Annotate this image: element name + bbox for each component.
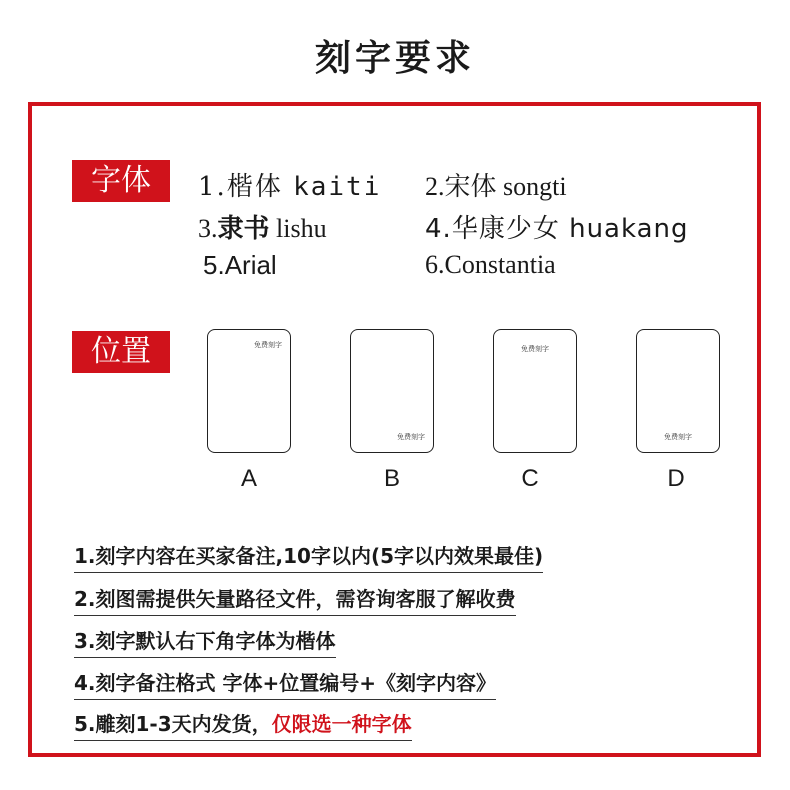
font-number: 3. — [198, 214, 218, 243]
page-title: 刻字要求 — [314, 38, 475, 79]
position-card-a — [207, 329, 291, 453]
engraving-tag: 免费刻字 — [664, 433, 692, 441]
font-number: 4. — [425, 214, 452, 244]
font-option-arial — [203, 250, 277, 281]
font-en-name: Constantia — [444, 250, 556, 279]
font-en-name: Arial — [224, 250, 277, 280]
engraving-tag: 免费刻字 — [397, 433, 425, 441]
font-en-name: huakang — [569, 214, 689, 244]
note-item — [74, 711, 412, 741]
font-option-lishu — [198, 208, 327, 245]
note-item: 1.刻字内容在买家备注,10字以内(5字以内效果最佳) — [74, 543, 543, 573]
font-option-huakang — [425, 208, 689, 245]
font-number: 1. — [198, 172, 227, 202]
font-cn-name: 隶书 — [217, 214, 270, 243]
position-card-c — [493, 329, 577, 453]
fonts-label: 字体 — [72, 160, 170, 202]
note-item: 4.刻字备注格式 字体+位置编号+《刻字内容》 — [74, 670, 496, 700]
font-option-songti — [425, 166, 567, 203]
engraving-tag: 免费刻字 — [521, 345, 549, 353]
font-number: 2. — [425, 172, 445, 201]
position-card-d — [636, 329, 720, 453]
position-letter-d: D — [667, 465, 685, 492]
engraving-tag: 免费刻字 — [254, 341, 282, 349]
position-label: 位置 — [72, 331, 170, 373]
font-option-constantia — [425, 250, 556, 280]
font-number: 5. — [203, 250, 225, 280]
font-cn-name: 楷体 — [226, 172, 283, 202]
font-cn-name: 宋体 — [444, 172, 497, 201]
position-letter-a: A — [240, 465, 257, 492]
font-cn-name: 华康少女 — [451, 214, 560, 244]
note-highlight: 仅限选一种字体 — [271, 712, 412, 736]
font-number: 6. — [425, 250, 445, 279]
position-letter-c: C — [521, 465, 539, 492]
font-en-name: songti — [503, 172, 567, 201]
note-item: 3.刻字默认右下角字体为楷体 — [74, 628, 336, 658]
note-text: 5.雕刻1-3天内发货， — [74, 712, 272, 736]
position-card-b — [350, 329, 434, 453]
position-letter-b: B — [383, 465, 400, 492]
note-item: 2.刻图需提供矢量路径文件，需咨询客服了解收费 — [74, 586, 516, 616]
font-en-name: kaiti — [293, 172, 382, 202]
font-option-kaiti — [198, 166, 381, 203]
font-en-name: lishu — [276, 214, 327, 243]
